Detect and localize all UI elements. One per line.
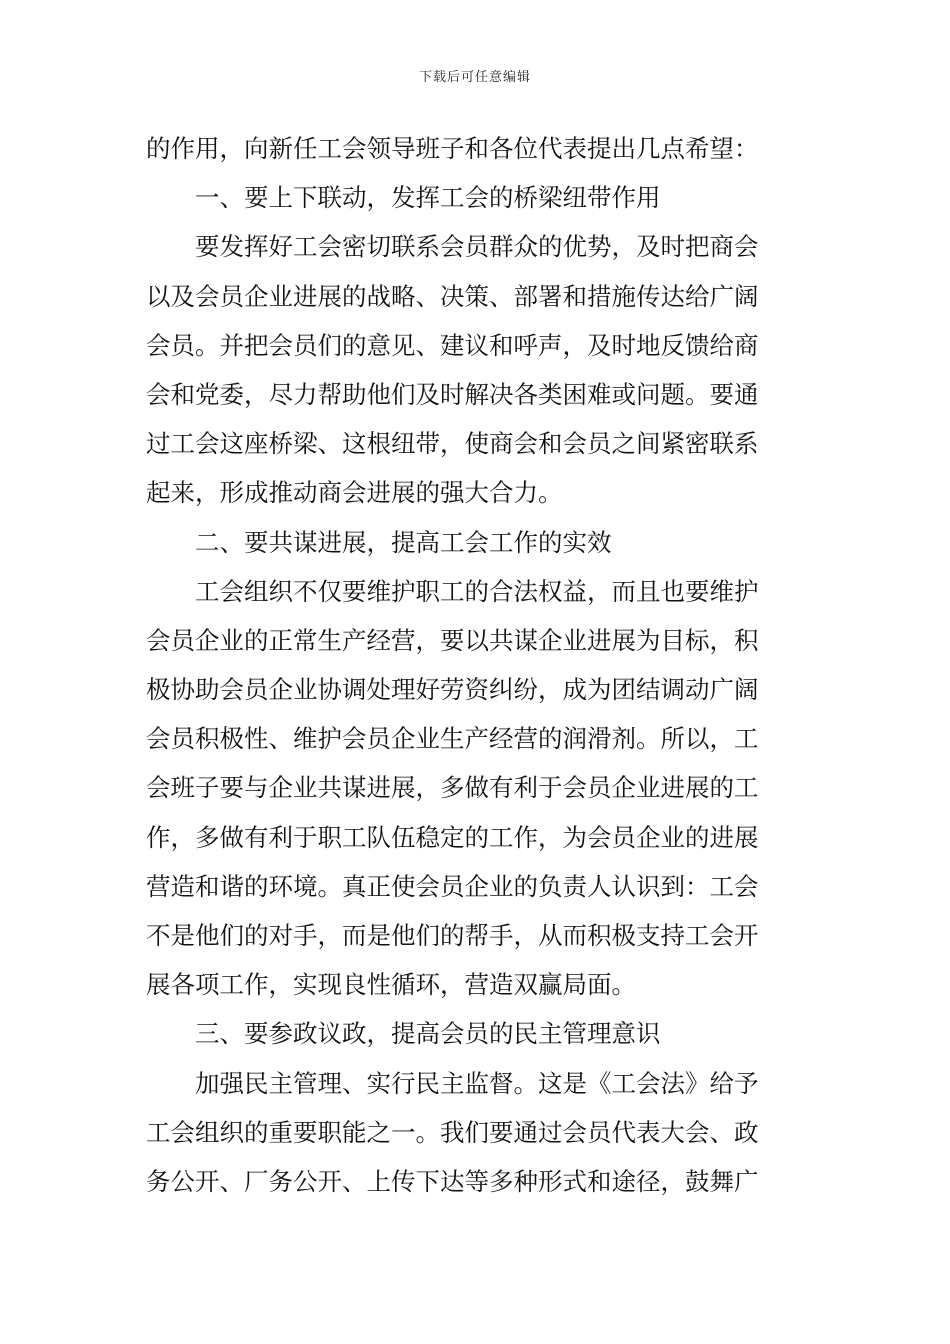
line-text: 过工会这座桥梁、这根纽带，使商会和会员之间紧密联系 (146, 429, 759, 459)
paragraph-line (146, 813, 806, 862)
line-text: 作，多做有利于职工队伍稳定的工作，为会员企业的进展 (146, 822, 759, 852)
line-text: 不是他们的对手，而是他们的帮手，从而积极支持工会开 (146, 921, 759, 950)
line-text: 营造和谐的环境。真正使会员企业的负责人认识到：工会 (146, 871, 759, 901)
line-text: 加强民主管理、实行民主监督。这是《工会法》给予 (195, 1068, 759, 1098)
heading-text: 二、要共谋进展，提高工会工作的实效 (195, 527, 612, 557)
section-heading (146, 1009, 806, 1058)
line-text: 极协助会员企业协调处理好劳资纠纷，成为团结调动广阔 (146, 675, 759, 705)
line-text: 会员企业的正常生产经营，要以共谋企业进展为目标，积 (146, 625, 759, 655)
line-text: 会和党委，尽力帮助他们及时解决各类困难或问题。要通 (146, 379, 759, 409)
line-text: 会班子要与企业共谋进展，多做有利于会员企业进展的工 (146, 773, 759, 803)
line-text: 要发挥好工会密切联系会员群众的优势，及时把商会 (195, 232, 759, 262)
line-text: 务公开、厂务公开、上传下达等多种形式和途径，鼓舞广 (146, 1166, 759, 1196)
line-text: 工会组织不仅要维护职工的合法权益，而且也要维护 (195, 576, 759, 606)
paragraph-line (146, 960, 806, 1009)
paragraph-line (146, 616, 806, 665)
paragraph-line (146, 911, 806, 960)
line-text: 的作用，向新任工会领导班子和各位代表提出几点希望： (146, 134, 759, 163)
page-header: 下载后可任意编辑 (418, 70, 531, 85)
paragraph-line (146, 1108, 806, 1157)
line-text: 展各项工作，实现良性循环，营造双赢局面。 (146, 970, 636, 1000)
line-text: 会员。并把会员们的意见、建议和呼声，及时地反馈给商 (146, 330, 759, 360)
paragraph-line (146, 370, 806, 419)
line-text: 以及会员企业进展的战略、决策、部署和措施传达给广阔 (146, 281, 759, 311)
paragraph-line (146, 665, 806, 714)
line-text: 工会组织的重要职能之一。我们要通过会员代表大会、政 (146, 1117, 759, 1147)
paragraph-line (146, 272, 806, 321)
paragraph-line (146, 1059, 806, 1108)
heading-text: 一、要上下联动，发挥工会的桥梁纽带作用 (195, 183, 661, 213)
paragraph-line (146, 862, 806, 911)
paragraph-line (146, 468, 806, 517)
line-text: 起来，形成推动商会进展的强大合力。 (146, 478, 563, 508)
paragraph-line (146, 124, 806, 173)
line-text: 会员积极性、维护会员企业生产经营的润滑剂。所以，工 (146, 724, 759, 754)
paragraph-line (146, 222, 806, 271)
paragraph-line (146, 321, 806, 370)
section-heading (146, 518, 806, 567)
section-heading (146, 173, 806, 222)
paragraph-line (146, 763, 806, 812)
heading-text: 三、要参政议政，提高会员的民主管理意识 (195, 1019, 661, 1049)
paragraph-line (146, 714, 806, 763)
paragraph-line (146, 567, 806, 616)
paragraph-line (146, 419, 806, 468)
paragraph-line (146, 1157, 806, 1206)
document-body (146, 124, 806, 1206)
